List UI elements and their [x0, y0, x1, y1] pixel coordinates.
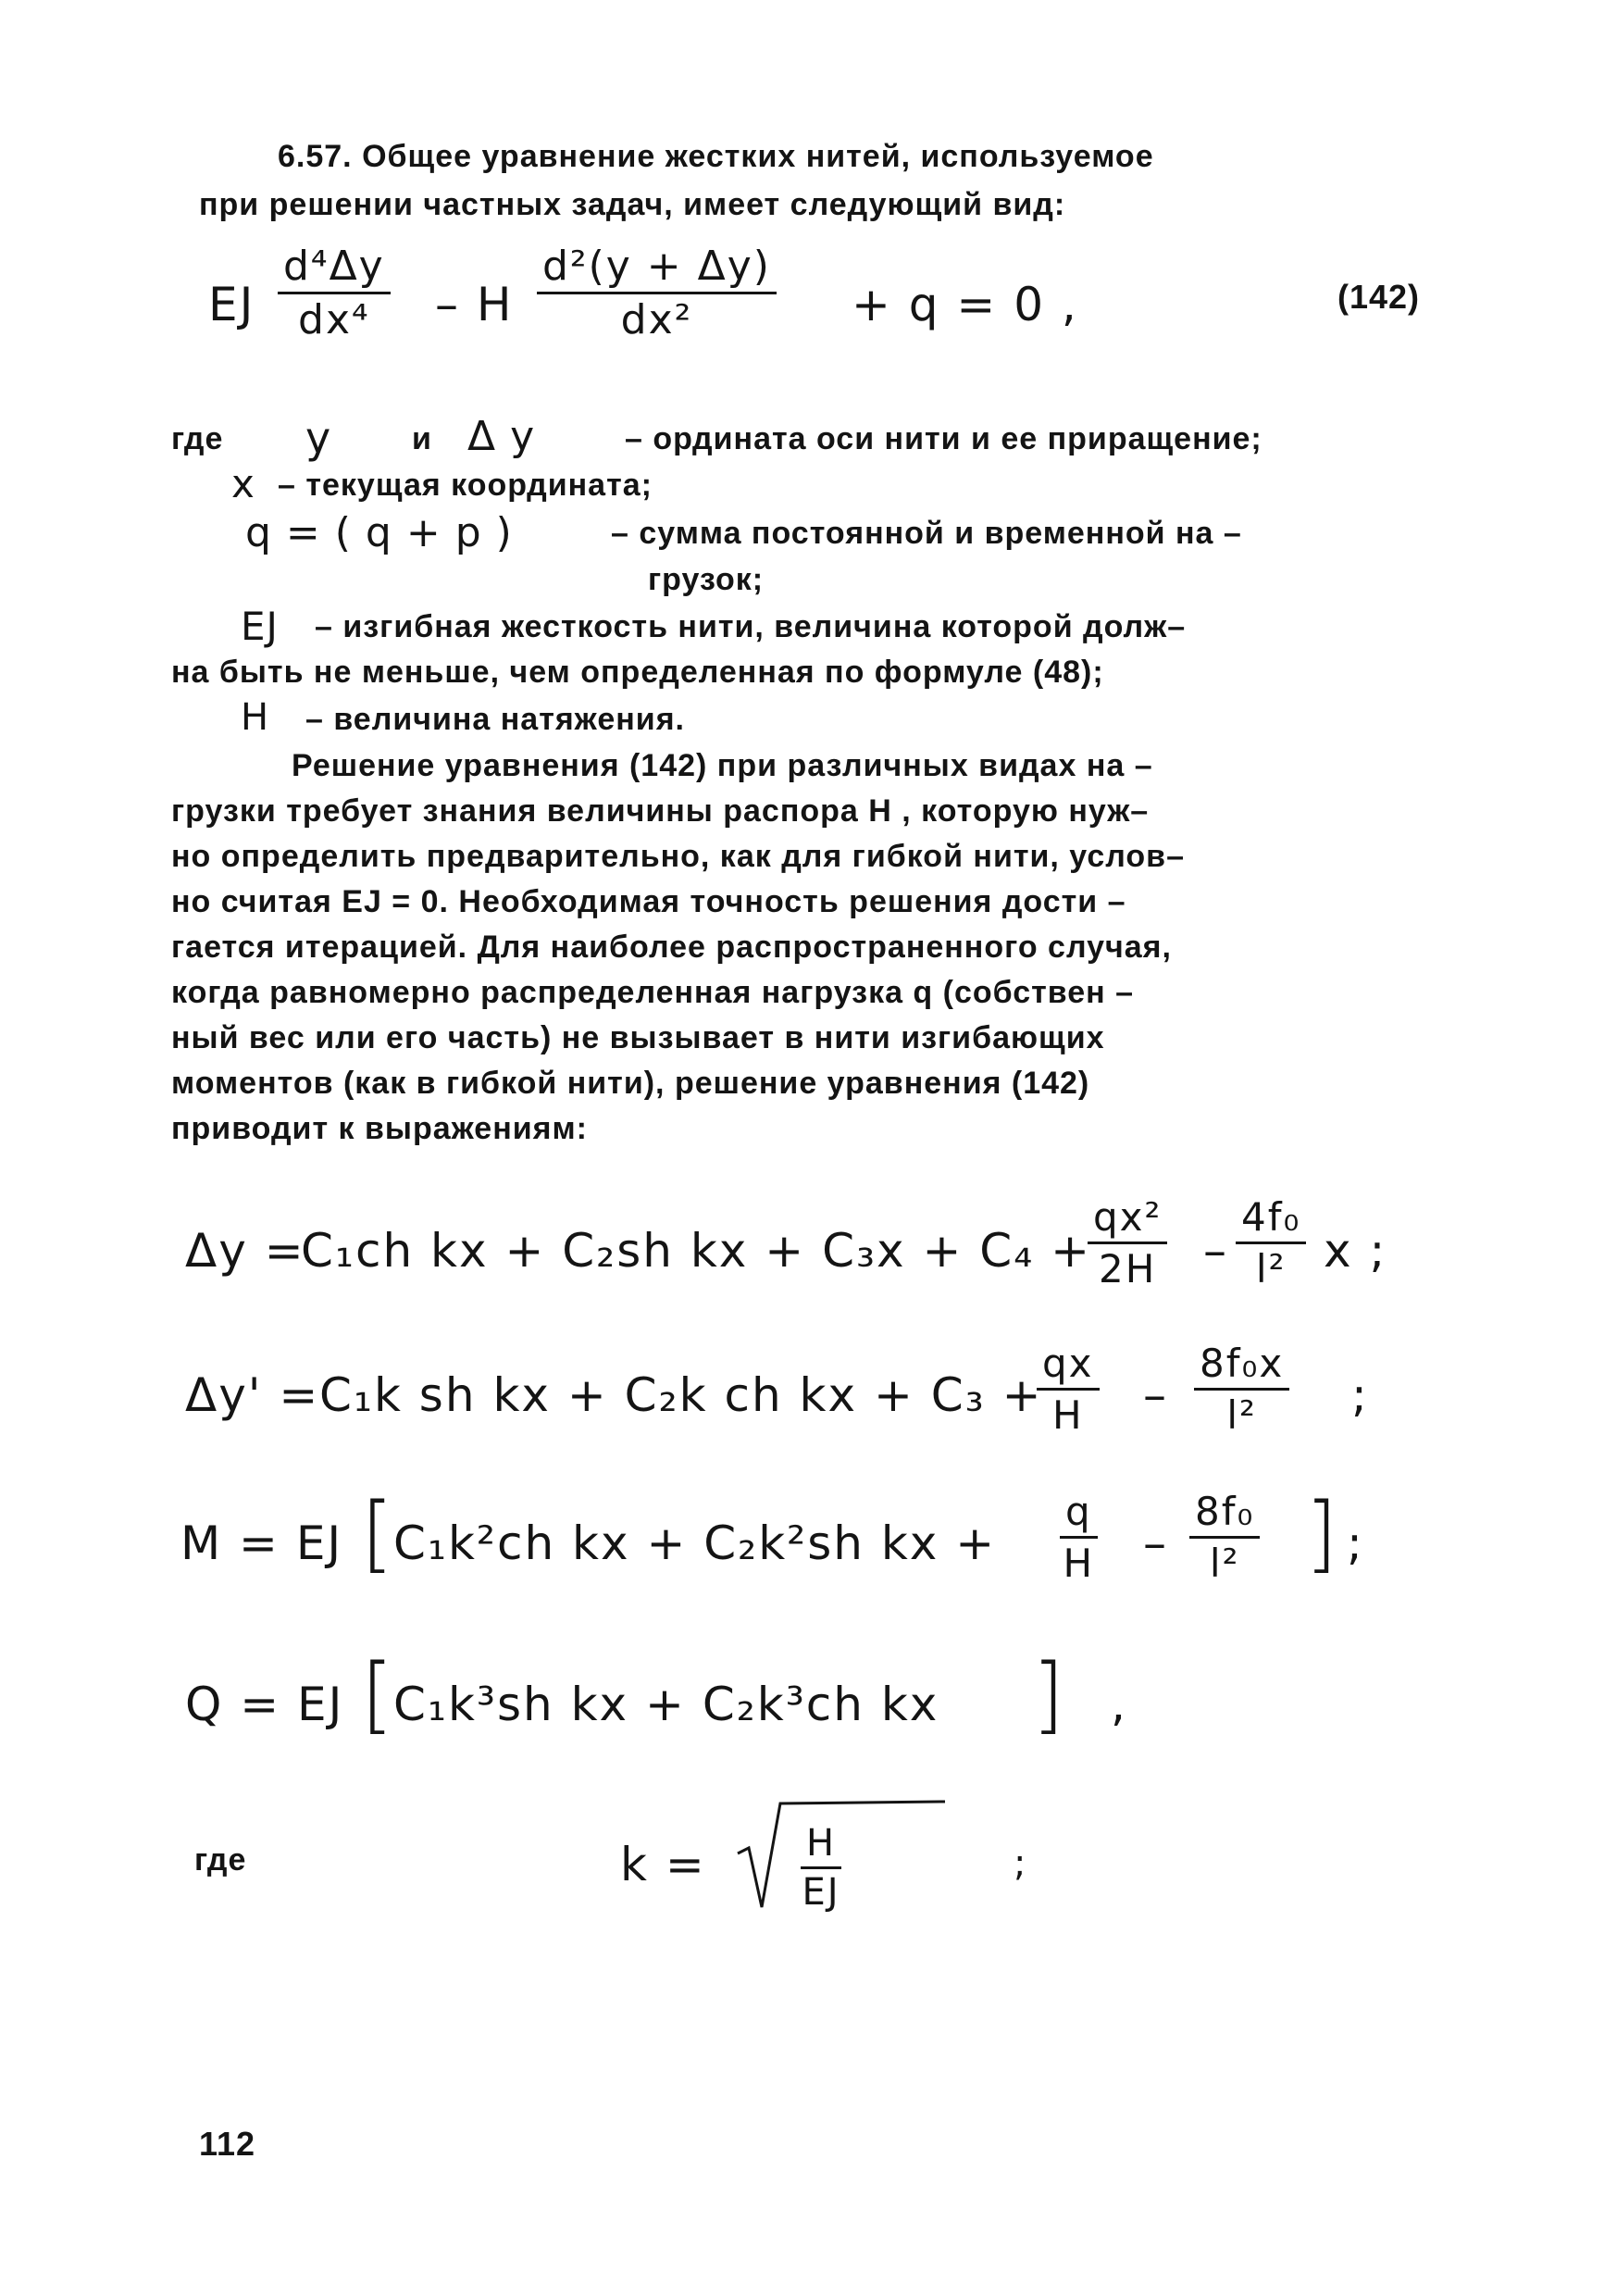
dy1-fraction-1 — [1037, 1341, 1100, 1438]
q-body: C₁k³sh kx + C₂k³ch kx — [393, 1678, 939, 1731]
m-lhs: M = EJ — [180, 1516, 343, 1570]
m-end: ; — [1347, 1516, 1364, 1570]
def-q-text-1: – сумма постоянной и временной на – — [611, 516, 1242, 551]
solution-line-2: грузки требует знания величины распора H , которую нуж– — [171, 793, 1150, 829]
eq142-fraction-1 — [278, 243, 391, 343]
k-where: где — [194, 1842, 247, 1878]
eq142-mid: – H — [435, 278, 514, 331]
dy1-f2-den: l² — [1226, 1392, 1257, 1438]
k-den: EJ — [802, 1871, 840, 1914]
def-dy-symbol: Δ y — [467, 413, 536, 460]
solution-line-5: гается итерацией. Для наиболее распространенного случая, — [171, 930, 1172, 965]
eq142-tail: + q = 0 , — [852, 278, 1078, 331]
eq142-fraction-2 — [537, 243, 777, 343]
m-bracket-close: ] — [1305, 1485, 1340, 1582]
k-num: H — [801, 1822, 841, 1869]
q-end: , — [1111, 1678, 1127, 1731]
dy1-f1-num: qx — [1037, 1341, 1100, 1391]
k-end: ; — [1014, 1842, 1028, 1885]
eq142-den-1: dx⁴ — [298, 296, 370, 343]
sqrt-sign-icon — [736, 1796, 949, 1916]
q-bracket-open: [ — [361, 1646, 396, 1743]
m-f2-num: 8f₀ — [1189, 1489, 1260, 1539]
m-f1-num: q — [1060, 1489, 1098, 1539]
def-y-symbol: y — [305, 413, 332, 463]
m-minus: – — [1143, 1516, 1168, 1570]
m-f1-den: H — [1063, 1541, 1095, 1586]
def-h-text: – величина натяжения. — [305, 702, 685, 737]
dy1-end: ; — [1351, 1368, 1369, 1422]
m-f2-den: l² — [1209, 1541, 1240, 1586]
dy-f1-num: qx² — [1088, 1194, 1167, 1244]
intro-line-1: 6.57. Общее уравнение жестких нитей, используемое — [278, 139, 1154, 174]
def-where: где — [171, 421, 224, 456]
dy-end: x ; — [1324, 1224, 1387, 1278]
dy1-fraction-2 — [1194, 1341, 1289, 1438]
dy-lhs: Δy = — [185, 1224, 305, 1278]
def-ej-symbol: EJ — [241, 604, 279, 649]
solution-line-8: моментов (как в гибкой нити), решение уравнения (142) — [171, 1066, 1090, 1101]
solution-line-6: когда равномерно распределенная нагрузка q (собствен – — [171, 975, 1135, 1010]
def-ej-text-1: – изгибная жесткость нити, величина которой долж– — [315, 609, 1187, 644]
eq142-number: (142) — [1337, 278, 1421, 316]
def-ej-text-2: на быть не меньше, чем определенная по формуле (48); — [171, 655, 1104, 690]
k-fraction — [801, 1822, 841, 1914]
def-y-text: – ордината оси нити и ее приращение; — [625, 421, 1263, 456]
eq142-num-2: d²(y + Δy) — [537, 243, 777, 294]
dy1-minus: – — [1143, 1368, 1168, 1422]
dy-body: C₁ch kx + C₂sh kx + C₃x + C₄ + — [301, 1224, 1092, 1278]
solution-line-7: ный вес или его часть) не вызывает в нити изгибающих — [171, 1020, 1105, 1055]
dy1-f1-den: H — [1051, 1392, 1084, 1438]
dy1-f2-num: 8f₀x — [1194, 1341, 1289, 1391]
m-fraction-2 — [1189, 1489, 1260, 1586]
def-h-symbol: H — [241, 696, 270, 739]
dy1-lhs: Δy' = — [185, 1368, 320, 1422]
k-lhs: k = — [620, 1838, 706, 1891]
solution-line-9: приводит к выражениям: — [171, 1111, 588, 1146]
solution-line-4: но считая EJ = 0. Необходимая точность решения дости – — [171, 884, 1126, 919]
dy-minus: – — [1203, 1224, 1228, 1278]
page-number: 112 — [199, 2125, 256, 2163]
q-lhs: Q = EJ — [185, 1678, 344, 1731]
def-and: и — [412, 421, 432, 456]
solution-line-1: Решение уравнения (142) при различных видах на – — [292, 748, 1153, 783]
dy-fraction-1 — [1088, 1194, 1167, 1292]
dy-fraction-2 — [1236, 1194, 1306, 1292]
q-bracket-close: ] — [1032, 1646, 1067, 1743]
dy-f2-den: l² — [1255, 1246, 1287, 1292]
def-x-symbol: x — [231, 461, 255, 506]
dy1-body: C₁k sh kx + C₂k ch kx + C₃ + — [319, 1368, 1043, 1422]
eq142-den-2: dx² — [620, 296, 693, 343]
def-x-text: – текущая координата; — [278, 468, 653, 503]
m-bracket-open: [ — [361, 1485, 396, 1582]
m-fraction-1 — [1060, 1489, 1098, 1586]
def-q-text-2: грузок; — [648, 562, 765, 597]
dy-f2-num: 4f₀ — [1236, 1194, 1306, 1244]
m-body: C₁k²ch kx + C₂k²sh kx + — [393, 1516, 997, 1570]
solution-line-3: но определить предварительно, как для гибкой нити, услов– — [171, 839, 1185, 874]
intro-line-2: при решении частных задач, имеет следующий вид: — [199, 187, 1066, 222]
eq142-prefix: EJ — [208, 278, 255, 331]
def-q-expr: q = ( q + p ) — [245, 509, 513, 556]
eq142-num-1: d⁴Δy — [278, 243, 391, 294]
dy-f1-den: 2H — [1099, 1246, 1157, 1292]
